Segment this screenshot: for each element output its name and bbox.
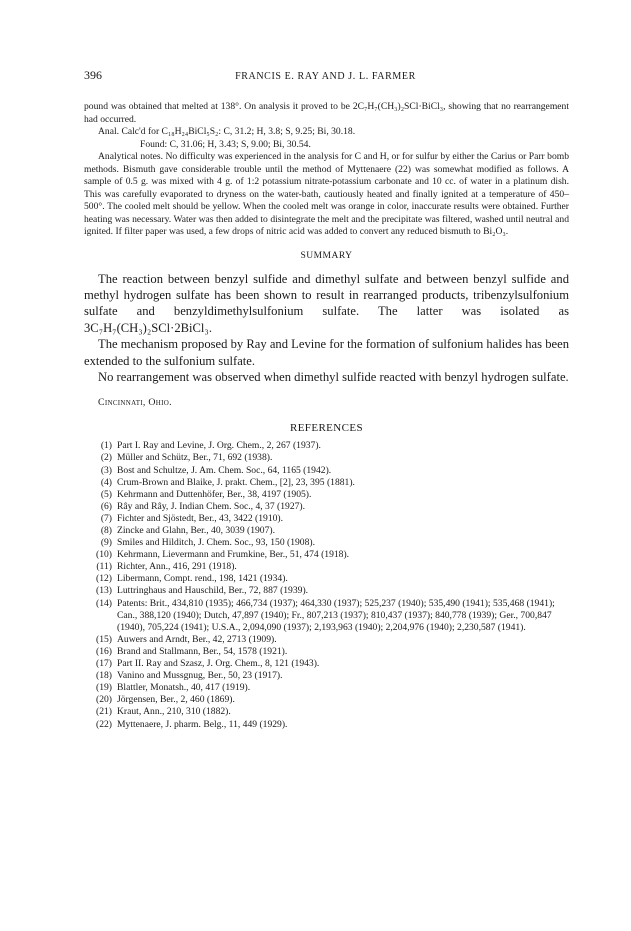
reference-number: (21) — [96, 706, 112, 718]
reference-item — [84, 489, 569, 501]
reference-text: Richter, Ann., 416, 291 (1918). — [117, 561, 237, 573]
reference-text: Kehrmann, Lievermann and Frumkine, Ber., 51, 474 (1918). — [117, 549, 350, 561]
reference-text: Smiles and Hilditch, J. Chem. Soc., 93, 150 (1908). — [117, 537, 315, 549]
analysis-calculated: Anal. Calc'd for C₁₈H₂₄BiCl₅S₂: C, 31.2; H, 3.8; S, 9.25; Bi, 30.18. — [98, 126, 356, 137]
reference-number: (17) — [96, 658, 112, 670]
reference-text: Libermann, Compt. rend., 198, 1421 (1934). — [117, 573, 288, 585]
reference-text: Brand and Stallmann, Ber., 54, 1578 (1921). — [117, 645, 288, 657]
reference-item — [84, 598, 569, 634]
reference-number: (13) — [96, 585, 112, 597]
reference-number: (19) — [96, 682, 112, 694]
reference-item — [84, 549, 569, 561]
reference-number: (14) — [96, 597, 112, 609]
reference-item — [84, 585, 569, 597]
summary-paragraph: No rearrangement was observed when dimethyl sulfide reacted with benzyl hydrogen sulfate. — [98, 369, 569, 384]
reference-text: Patents: Brit., 434,810 (1935); 466,734 (1937); 464,330 (1937); 525,237 (1940); 535,490 (1941); 535,468 (1941); Can., 388,120 (1940); Dutch, 47,897 (1940); Fr., 807,213 (1937); 810,437 (1937); 840,778 (1939); Ger., 700,847 (1940), 705,224 (1941); U.S.A., 2,094,090 (1937); 2,193,963 (1940); 2,204,976 (1940); 2,230,587 (1941). — [117, 597, 555, 633]
reference-item — [84, 634, 569, 646]
reference-text: Bost and Schultze, J. Am. Chem. Soc., 64, 1165 (1942). — [117, 464, 332, 476]
paper-page — [84, 68, 569, 731]
reference-text: Fichter and Sjöstedt, Ber., 43, 3422 (1910). — [117, 512, 284, 524]
reference-item — [84, 501, 569, 513]
reference-item — [84, 706, 569, 718]
reference-item — [84, 525, 569, 537]
reference-item — [84, 682, 569, 694]
reference-number: (3) — [100, 464, 112, 476]
reference-text: Kehrmann and Duttenhöfer, Ber., 38, 4197 (1905). — [117, 488, 312, 500]
reference-number: (16) — [96, 645, 112, 657]
reference-number: (4) — [100, 476, 112, 488]
page-header — [84, 68, 569, 83]
reference-number: (11) — [96, 561, 112, 573]
reference-item — [84, 465, 569, 477]
author-location: Cincinnati, Ohio. — [98, 397, 172, 409]
experimental-section — [84, 101, 569, 239]
reference-text: Zincke and Glahn, Ber., 40, 3039 (1907). — [117, 525, 275, 536]
reference-item — [84, 658, 569, 670]
reference-number: (12) — [96, 573, 112, 585]
references-heading: REFERENCES — [289, 422, 364, 435]
reference-text: Auwers and Arndt, Ber., 42, 2713 (1909). — [117, 633, 277, 645]
reference-item — [84, 440, 569, 452]
references-list — [84, 440, 569, 730]
reference-number: (6) — [100, 500, 112, 512]
reference-number: (9) — [100, 537, 112, 549]
reference-item — [84, 670, 569, 682]
summary-paragraph: The mechanism proposed by Ray and Levine for the formation of sulfonium halides has been extended to the sulfonium sulfate. — [84, 337, 569, 368]
reference-text: Müller and Schütz, Ber., 71, 692 (1938). — [117, 452, 273, 464]
experimental-intro: pound was obtained that melted at 138°. On analysis it proved to be 2C₇H₇(CH₃)₂SCl·BiCl₃, showing that no rearrangement had occurred. — [84, 101, 569, 125]
reference-item — [84, 452, 569, 464]
reference-number: (2) — [100, 452, 112, 464]
reference-text: Part I. Ray and Levine, J. Org. Chem., 2, 267 (1937). — [117, 440, 321, 452]
reference-text: Blattler, Monatsh., 40, 417 (1919). — [117, 682, 251, 694]
analysis-found: Found: C, 31.06; H, 3.43; S, 9.00; Bi, 30.54. — [140, 138, 311, 150]
reference-number: (22) — [96, 718, 112, 730]
page-number: 396 — [84, 68, 102, 82]
reference-text: Rây and Rây, J. Indian Chem. Soc., 4, 37 (1927). — [117, 500, 306, 512]
reference-item — [84, 561, 569, 573]
reference-text: Part II. Ray and Szasz, J. Org. Chem., 8, 121 (1943). — [117, 658, 320, 670]
reference-number: (7) — [100, 512, 112, 524]
running-title: FRANCIS E. RAY AND J. L. FARMER — [235, 71, 416, 82]
reference-item — [84, 694, 569, 706]
reference-number: (5) — [100, 488, 112, 500]
reference-number: (15) — [96, 633, 112, 645]
reference-text: Myttenaere, J. pharm. Belg., 11, 449 (1929). — [117, 718, 288, 730]
reference-number: (1) — [100, 440, 112, 452]
reference-number: (20) — [96, 694, 112, 706]
reference-item — [84, 573, 569, 585]
reference-text: Kraut, Ann., 210, 310 (1882). — [117, 706, 231, 718]
summary-body — [84, 271, 569, 386]
reference-item — [84, 513, 569, 525]
reference-item — [84, 646, 569, 658]
reference-text: Luttringhaus and Hauschild, Ber., 72, 887 (1939). — [117, 585, 309, 597]
analytical-notes: Analytical notes. No difficulty was experienced in the analysis for C and H, or for sulfur by either the Carius or Parr bomb methods. Bismuth gave considerable trouble until the method of Myttenaere (22) was somewhat modified as follows. A sample of 0.5 g. was mixed with 4 g. of 1:2 potassium nitrate-potassium carbonate and 10 cc. of water in a platinum dish. This was carefully evaporated to dryness on the water-bath, cautiously heated and finally ignited at a temperature of 450–500°. The cooled melt should be yellow. When the cooled melt was orange in color, inaccurate results were obtained. Further heating was necessary. Water was then added to disintegrate the melt and the precipitate was filtered, washed until neutral and ignited. If filter paper was used, a few drops of nitric acid was added to convert any reduced bismuth to Bi₂O₃. — [84, 151, 569, 237]
summary-heading: SUMMARY — [300, 250, 353, 261]
reference-text: Jörgensen, Ber., 2, 460 (1869). — [117, 694, 235, 706]
reference-number: (10) — [96, 549, 112, 561]
reference-number: (18) — [96, 670, 112, 682]
reference-text: Crum-Brown and Blaike, J. prakt. Chem., [2], 23, 395 (1881). — [117, 476, 355, 488]
reference-number: (8) — [100, 525, 112, 536]
reference-item — [84, 719, 569, 731]
reference-item — [84, 477, 569, 489]
reference-text: Vanino and Mussgnug, Ber., 50, 23 (1917). — [117, 670, 283, 682]
summary-paragraph: The reaction between benzyl sulfide and dimethyl sulfate and between benzyl sulfide and methyl hydrogen sulfate has been shown to result in rearranged products, tribenzylsulfonium sulfate and benzyldimethylsulfonium sulfate. The latter was isolated as 3C₇H₇(CH₃)₂SCl·2BiCl₃. — [84, 271, 569, 335]
reference-item — [84, 537, 569, 549]
